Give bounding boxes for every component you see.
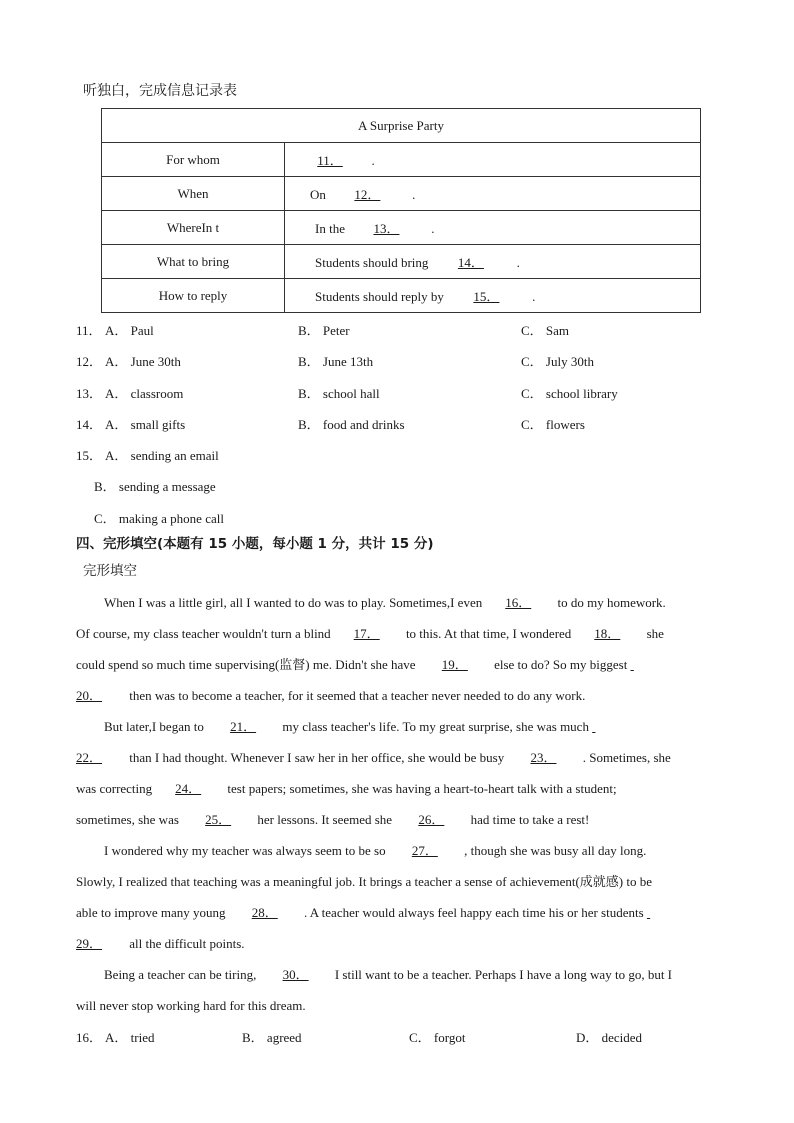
option-c[interactable]: C． forgot (409, 1030, 466, 1045)
passage-line: Of course, my class teacher wouldn't turn a blind 17． to this. At that time, I wondered 18． she (76, 618, 748, 649)
cloze-passage (76, 587, 748, 1021)
option-d[interactable]: D． decided (576, 1030, 643, 1045)
passage-line: I wondered why my teacher was always seem to be so 27． , though she was busy all day long. (76, 835, 748, 866)
option-b[interactable]: B． school hall (298, 386, 380, 401)
passage-line: 20． then was to become a teacher, for it seemed that a teacher never needed to do any work. (76, 680, 748, 711)
passage-line: could spend so much time supervising(监督) me. Didn't she have 19． else to do? So my biggest (76, 649, 748, 680)
option-c[interactable]: C． Sam (521, 323, 570, 338)
question-number: 11． (76, 323, 102, 338)
table-row (102, 143, 701, 177)
info-record-table (101, 108, 701, 313)
option-a[interactable]: A． June 30th (105, 354, 181, 369)
option-a[interactable]: A． small gifts (105, 417, 186, 432)
answer-blank[interactable]: 13． (373, 221, 400, 236)
cloze-blank[interactable]: 27． (411, 843, 438, 858)
passage-line: When I was a little girl, all I wanted to do was to play. Sometimes,I even 16． to do my homework. (76, 587, 748, 618)
cloze-blank[interactable]: 23． (530, 750, 557, 765)
question-number: 14． (76, 417, 103, 432)
answer-blank[interactable]: 14． (457, 255, 484, 270)
row-value: Students should reply by 15． . (285, 279, 701, 313)
cloze-blank[interactable]: 21． (230, 719, 257, 734)
passage-line: 22． than I had thought. Whenever I saw her in her office, she would be busy 23． . Sometimes, she (76, 742, 748, 773)
table-row (102, 245, 701, 279)
option-c[interactable]: C． flowers (521, 417, 585, 432)
option-b[interactable]: B． June 13th (298, 354, 374, 369)
table-row (102, 279, 701, 313)
option-c[interactable]: C． July 30th (521, 354, 594, 369)
row-value: On 12． . (285, 177, 701, 211)
question-number: 15． (76, 448, 103, 463)
cloze-blank[interactable]: 29． (76, 936, 103, 951)
option-b[interactable]: B． Peter (298, 323, 350, 338)
passage-line: will never stop working hard for this dream. (76, 998, 306, 1013)
question-number: 16． (76, 1030, 103, 1045)
cloze-blank[interactable]: 17． (353, 626, 380, 641)
option-c[interactable]: C． school library (521, 386, 618, 401)
option-a[interactable]: A． sending an email (105, 448, 219, 463)
option-a[interactable]: A． classroom (105, 386, 184, 401)
passage-line: was correcting 24． test papers; sometimes, she was having a heart-to-heart talk with a student; (76, 773, 748, 804)
option-b[interactable]: B． sending a message (94, 479, 216, 494)
cloze-blank[interactable]: 18． (594, 626, 621, 641)
row-label: When (102, 177, 285, 211)
cloze-blank[interactable]: 30． (282, 967, 309, 982)
row-value: 11． . (285, 143, 701, 177)
table-title: A Surprise Party (102, 109, 701, 143)
row-label: For whom (102, 143, 285, 177)
option-a[interactable]: A． Paul (105, 323, 154, 338)
passage-line: But later,I began to 21． my class teacher's life. To my great surprise, she was much (76, 711, 748, 742)
cloze-blank[interactable]: 25． (205, 812, 232, 827)
section-subtitle: 完形填空 (83, 563, 137, 579)
answer-blank[interactable]: 11． (317, 153, 343, 168)
table-row (102, 211, 701, 245)
passage-line: sometimes, she was 25． her lessons. It seemed she 26． had time to take a rest! (76, 804, 748, 835)
listening-instruction: 听独白，完成信息记录表 (83, 83, 237, 99)
answer-blank[interactable]: 12． (354, 187, 381, 202)
cloze-blank[interactable]: 22． (76, 750, 103, 765)
passage-line: Slowly, I realized that teaching was a meaningful job. It brings a teacher a sense of achievement(成就感) to be (76, 874, 653, 889)
passage-line: Being a teacher can be tiring, 30． I still want to be a teacher. Perhaps I have a long way to go, but I (76, 959, 748, 990)
cloze-blank[interactable]: 28． (251, 905, 278, 920)
answer-blank[interactable]: 15． (473, 289, 500, 304)
cloze-blank[interactable]: 24． (175, 781, 202, 796)
section-title: 四、完形填空(本题有 15 小题，每小题 1 分，共计 15 分) (76, 536, 434, 552)
question-number: 13． (76, 386, 103, 401)
option-b[interactable]: B． food and drinks (298, 417, 405, 432)
cloze-blank[interactable]: 19． (441, 657, 468, 672)
row-label: WhereIn t (102, 211, 285, 245)
row-value: Students should bring 14． . (285, 245, 701, 279)
cloze-blank[interactable]: 16． (505, 595, 532, 610)
option-c[interactable]: C． making a phone call (94, 511, 224, 526)
table-row (102, 177, 701, 211)
option-b[interactable]: B． agreed (242, 1030, 302, 1045)
passage-line: able to improve many young 28． . A teacher would always feel happy each time his or her students (76, 897, 748, 928)
cloze-blank[interactable]: 26． (418, 812, 445, 827)
row-value: In the 13． . (285, 211, 701, 245)
row-label: What to bring (102, 245, 285, 279)
cloze-blank[interactable]: 20． (76, 688, 103, 703)
option-a[interactable]: A． tried (105, 1030, 155, 1045)
passage-line: 29． all the difficult points. (76, 928, 748, 959)
row-label: How to reply (102, 279, 285, 313)
question-number: 12． (76, 354, 103, 369)
